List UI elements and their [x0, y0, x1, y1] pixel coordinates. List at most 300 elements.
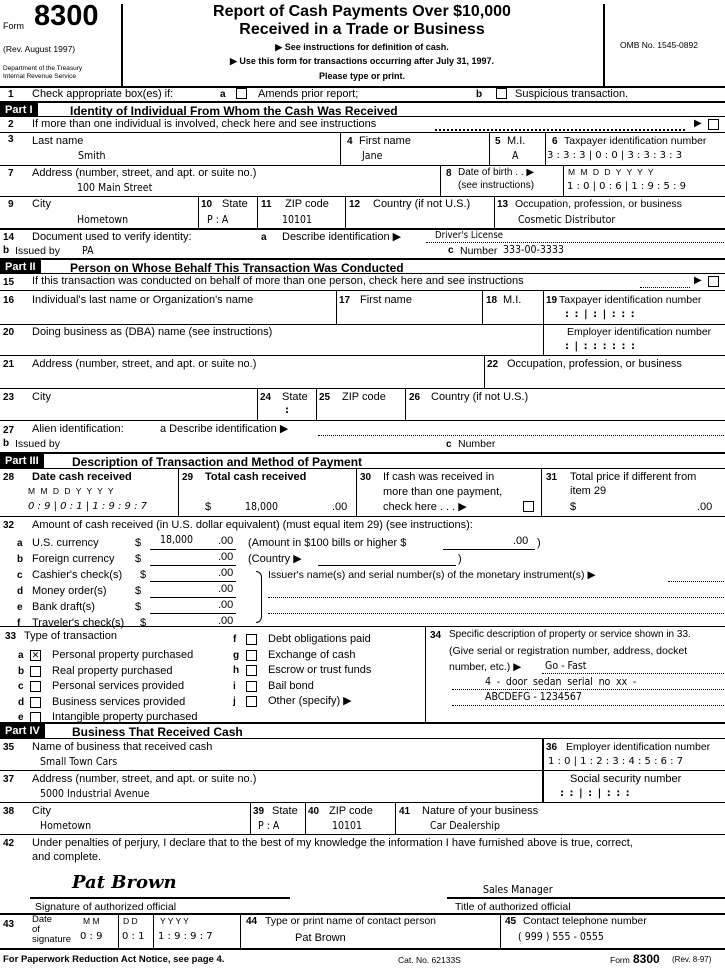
payment-method-label: Foreign currency: [32, 553, 115, 565]
transaction-type-checkbox[interactable]: [246, 650, 257, 661]
form-rule-line: [0, 132, 725, 133]
alien-describe-label: a Describe identification ▶: [160, 423, 289, 435]
first-name-label: First name: [360, 294, 412, 306]
part2-title: Person on Whose Behalf This Transaction Was Conducted: [70, 261, 404, 275]
line-number: 28: [3, 472, 15, 483]
signature[interactable]: Pat Brown: [72, 872, 177, 893]
first-name-label: First name: [359, 135, 411, 147]
form-rule-line: [0, 228, 725, 230]
hundreds-cents: .00: [513, 535, 529, 547]
country-label: (Country ▶: [248, 553, 302, 565]
city-field[interactable]: Hometown: [77, 214, 129, 226]
form-rule-line: [316, 388, 317, 420]
tin-field[interactable]: 3 : 3 : 3 | 0 : 0 | 3 : 3 : 3 : 3: [547, 150, 683, 161]
form-rule-line: [0, 420, 725, 421]
country-label: Country (if not U.S.): [373, 198, 471, 210]
line-number: 1: [8, 89, 14, 100]
catalog-number: Cat. No. 62133S: [398, 955, 461, 965]
payment-method-label: Money order(s): [32, 585, 107, 597]
form-rule-line: [257, 196, 258, 228]
signature-label: Signature of authorized official: [35, 901, 177, 913]
footer-revision: (Rev. 8-97): [672, 955, 712, 964]
line-number: 35: [3, 742, 15, 753]
form-rule-line: [0, 324, 725, 325]
form-rule-line: [0, 468, 725, 469]
dollar-sign: $: [140, 617, 147, 629]
arrow-icon: ▶: [694, 118, 702, 129]
form-rule-line: [0, 165, 725, 166]
form-rule-line: [435, 129, 685, 131]
business-name-field[interactable]: Small Town Cars: [40, 756, 118, 768]
multi-payment-checkbox[interactable]: [523, 501, 534, 512]
transaction-type-checkbox[interactable]: [246, 665, 257, 676]
part1-title: Identity of Individual From Whom the Cash Was Received: [70, 104, 398, 118]
part4-header: [0, 722, 725, 738]
form-rule-line: [240, 914, 241, 948]
description-line-1[interactable]: Go - Fast: [545, 660, 587, 672]
line-number: 42: [3, 838, 15, 849]
day-heads: D D: [123, 916, 138, 926]
form-rule-line: [257, 388, 258, 420]
perjury-statement: Under penalties of perjury, I declare that to the best of my knowledge the information I have furnished above is true, correct,: [32, 837, 633, 849]
line-number: 16: [3, 295, 15, 306]
line-number: 14: [3, 232, 15, 243]
form-rule-line: [545, 132, 546, 165]
transaction-type-label: Debt obligations paid: [268, 633, 371, 645]
form-rule-line: [0, 196, 725, 197]
form-rule-line: [494, 196, 495, 228]
signature-month-field[interactable]: 0 : 9: [80, 931, 103, 942]
id-number-label: Number: [460, 245, 498, 257]
zip-field[interactable]: 10101: [332, 820, 363, 832]
state-label: State: [282, 391, 308, 403]
contact-person-label: Type or print name of contact person: [265, 915, 437, 927]
date-received-heads: M M D D Y Y Y Y: [28, 486, 114, 496]
paperwork-notice: For Paperwork Reduction Act Notice, see page 4.: [3, 954, 225, 965]
ein-label: Employer identification number: [566, 741, 711, 753]
close-paren: ): [458, 553, 462, 565]
row-letter: d: [17, 586, 24, 597]
city-label: City: [32, 198, 51, 210]
line2-label: If more than one individual is involved, check here and see instructions: [32, 118, 377, 130]
transaction-type-checkbox[interactable]: [30, 697, 41, 708]
address-label: Address (number, street, and apt. or suite no.): [32, 167, 257, 179]
description-label-3: number, etc.) ▶: [449, 661, 522, 673]
total-price-label: Total price if different from: [570, 471, 697, 483]
payment-method-label: U.S. currency: [32, 537, 99, 549]
option-letter: h: [233, 665, 240, 676]
ssn-label: Social security number: [570, 773, 682, 785]
line-number: 44: [246, 916, 258, 927]
form-rule-line: [541, 468, 542, 516]
dba-label: Doing business as (DBA) name (see instructions): [32, 326, 273, 338]
describe-id-field[interactable]: Driver's License: [435, 230, 504, 241]
ein-label: Employer identification number: [567, 326, 712, 338]
address-label: Address (number, street, and apt. or suite no.): [32, 773, 257, 785]
line-number: 34: [430, 630, 442, 641]
line-number: 10: [201, 199, 213, 210]
issued-by-label: Issued by: [15, 245, 60, 257]
line-number: 26: [409, 392, 421, 403]
amends-prior-report-checkbox[interactable]: [236, 88, 247, 99]
payment-amount-field[interactable]: 18,000: [160, 534, 194, 546]
line-number: 2: [8, 119, 14, 130]
line-number: 24: [260, 392, 272, 403]
line14c-letter: c: [448, 245, 454, 256]
form-rule-line: [356, 468, 357, 516]
line-number: 15: [3, 277, 15, 288]
cents: .00: [218, 567, 234, 579]
form-rule-line: [250, 802, 251, 834]
row-letter: f: [17, 618, 21, 629]
form-rule-line: [30, 897, 290, 899]
description-line-3[interactable]: ABCDEFG - 1234567: [485, 691, 582, 703]
part1-header: [0, 101, 725, 117]
form-rule-line: [0, 516, 725, 517]
signature-year-field[interactable]: 1 : 9 : 9 : 7: [158, 931, 213, 942]
transaction-type-label: Real property purchased: [52, 664, 173, 677]
contact-person-field[interactable]: Pat Brown: [295, 932, 346, 944]
document-label: Document used to verify identity:: [32, 231, 192, 243]
city-label: City: [32, 391, 51, 403]
option-letter: c: [18, 681, 24, 692]
official-title-field[interactable]: Sales Manager: [483, 884, 553, 896]
suspicious-transaction-label: Suspicious transaction.: [515, 88, 629, 100]
zip-label: ZIP code: [285, 198, 329, 210]
option-letter: g: [233, 649, 240, 661]
footer-form-number: 8300: [633, 952, 660, 966]
city-field[interactable]: Hometown: [40, 820, 92, 832]
line1a-letter: a: [220, 89, 226, 100]
form-rule-line: [542, 673, 724, 674]
form-rule-line: [0, 355, 725, 356]
line-number: 29: [182, 472, 194, 483]
mi-field[interactable]: A: [512, 150, 519, 162]
dollar-sign: $: [135, 585, 142, 597]
tin-label: Taxpayer identification number: [564, 135, 707, 147]
cents: .00: [218, 583, 234, 595]
form-rule-line: [150, 597, 236, 598]
form-rule-line: [640, 287, 690, 288]
state-field[interactable]: P : A: [207, 214, 229, 226]
part3-tag: Part III: [0, 454, 44, 468]
part2-header: [0, 258, 725, 274]
line-number: 13: [497, 199, 509, 210]
form-rule-line: [563, 165, 564, 196]
department: Department of the Treasury: [3, 65, 83, 72]
form-rule-line: [340, 132, 341, 165]
close-paren: ): [537, 537, 541, 549]
transaction-type-label: Personal property purchased: [52, 649, 194, 661]
payment-method-label: Bank draft(s): [32, 601, 95, 613]
dollar-sign: $: [205, 501, 212, 513]
alien-describe-field[interactable]: [318, 435, 724, 436]
transaction-type-checkbox[interactable]: [246, 696, 257, 707]
line15-label: If this transaction was conducted on behalf of more than one person, check here and see instructions: [32, 275, 524, 287]
dob-sub-label: (see instructions): [458, 180, 535, 191]
state-label: State: [272, 805, 298, 817]
occupation-label: Occupation, profession, or business: [515, 198, 682, 210]
occupation-label: Occupation, profession, or business: [507, 358, 682, 370]
form-rule-line: [484, 355, 485, 388]
line-number: 23: [3, 392, 15, 403]
multiple-persons-checkbox[interactable]: [708, 276, 719, 287]
cents: .00: [218, 599, 234, 611]
revision: (Rev. August 1997): [3, 44, 76, 54]
total-cash-label: Total cash received: [205, 471, 307, 483]
form-rule-line: [0, 273, 725, 274]
cents: .00: [218, 535, 234, 547]
part1-tag: Part I: [0, 103, 38, 117]
address-field[interactable]: 100 Main Street: [77, 182, 153, 194]
option-letter: e: [18, 712, 24, 723]
form-rule-line: [0, 626, 725, 627]
country-label: Country (if not U.S.): [431, 391, 529, 403]
ein-field[interactable]: : | : : : : : :: [565, 341, 636, 352]
city-label: City: [32, 805, 51, 817]
contact-phone-field[interactable]: ( 999 ) 555 - 0555: [518, 931, 604, 943]
part3-header: [0, 452, 725, 468]
line-number: 11: [261, 199, 272, 210]
line-number: 12: [349, 199, 361, 210]
arrow-icon: ▶: [694, 275, 702, 286]
alien-issued-by-label: Issued by: [15, 438, 60, 450]
multi-payment-label: If cash was received in: [383, 471, 495, 483]
id-number-field[interactable]: 333-00-3333: [503, 244, 564, 256]
option-letter: b: [18, 665, 25, 677]
form-rule-line: [305, 802, 306, 834]
form-rule-line: [150, 613, 236, 614]
form-rule-line: [198, 196, 199, 228]
form-rule-line: [603, 4, 605, 86]
option-letter: f: [233, 634, 237, 645]
omb-number: OMB No. 1545-0892: [620, 40, 698, 50]
date-of-signature-label-3: signature: [32, 934, 72, 945]
tin-field[interactable]: : : | : | : : :: [565, 309, 635, 320]
transaction-type-checkbox[interactable]: [30, 681, 41, 692]
description-line-2[interactable]: 4 - door sedan serial no xx -: [485, 676, 637, 688]
form-rule-line: [336, 290, 337, 324]
description-label: Specific description of property or service shown in 33.: [449, 629, 691, 640]
line14b-letter: b: [3, 245, 10, 256]
country-field[interactable]: [318, 565, 456, 566]
form-rule-line: [118, 914, 119, 948]
form-rule-line: [452, 705, 724, 706]
form-rule-line: [543, 290, 544, 355]
line-number: 9: [8, 199, 14, 210]
form-rule-line: [150, 581, 236, 582]
line-number: 45: [505, 916, 517, 927]
date-of-signature-label-2: of: [32, 924, 40, 935]
form-rule-line: [489, 132, 490, 165]
dob-column-heads: M M D D Y Y Y Y: [568, 167, 654, 177]
form-word: Form: [3, 21, 24, 31]
form-rule-line: [482, 290, 483, 324]
ssn-field[interactable]: : : | : | : : :: [560, 788, 630, 799]
issued-by-field[interactable]: PA: [82, 245, 94, 257]
form-rule-line: [500, 914, 501, 948]
cents: .00: [218, 551, 234, 563]
option-letter: a: [18, 650, 24, 661]
business-name-label: Name of business that received cash: [32, 741, 213, 753]
multi-payment-label-3: check here . . . ▶: [383, 501, 467, 513]
brace-icon: [256, 571, 262, 623]
total-cash-field[interactable]: 18,000: [245, 501, 279, 513]
org-name-label: Individual's last name or Organization's name: [32, 294, 254, 306]
line-number: 39: [253, 806, 265, 817]
line27c-letter: c: [446, 439, 452, 450]
form-number: 8300: [34, 0, 99, 32]
line-number: 32: [3, 520, 15, 531]
line1b-letter: b: [476, 89, 483, 100]
transaction-type-label: Business services provided: [52, 695, 186, 708]
form-rule-line: [0, 388, 725, 389]
contact-phone-label: Contact telephone number: [523, 915, 647, 927]
dollar-sign: $: [135, 601, 142, 613]
multi-payment-label-2: more than one payment,: [383, 486, 503, 498]
line-number: 43: [3, 919, 15, 930]
line-number: 37: [3, 774, 15, 785]
mi-label: M.I.: [507, 135, 526, 147]
transaction-type-checkbox[interactable]: ✕: [31, 650, 40, 660]
alien-number-label: Number: [458, 438, 496, 450]
dollar-sign: $: [570, 501, 577, 513]
tin-label: Taxpayer identification number: [559, 294, 702, 306]
address-label: Address (number, street, and apt. or suite no.): [32, 358, 257, 370]
issuer-field[interactable]: [668, 581, 724, 582]
instruction-3: Please type or print.: [318, 71, 406, 81]
business-nature-field[interactable]: Car Dealership: [430, 820, 501, 832]
form-rule-line: [150, 549, 236, 550]
agency: Internal Revenue Service: [3, 73, 76, 80]
date-received-field[interactable]: 0 : 9 | 0 : 1 | 1 : 9 : 9 : 7: [28, 501, 147, 512]
state-field[interactable]: P : A: [258, 820, 280, 832]
signature-day-field[interactable]: 0 : 1: [122, 931, 145, 942]
form-rule-line: [0, 290, 725, 291]
row-letter: b: [17, 554, 24, 565]
part2-tag: Part II: [0, 260, 41, 274]
line-number: 17: [339, 295, 351, 306]
line-number: 33: [5, 631, 17, 642]
line-number: 27: [3, 425, 15, 436]
form-rule-line: [153, 914, 154, 948]
line1-label: Check appropriate box(es) if:: [32, 88, 174, 100]
transaction-type-label: Intangible property purchased: [52, 711, 198, 723]
zip-label: ZIP code: [342, 391, 386, 403]
instruction-2: ▶ Use this form for transactions occurring after July 31, 1997.: [229, 56, 494, 66]
zip-field[interactable]: 10101: [282, 214, 313, 226]
form-rule-line: [0, 770, 725, 771]
ein-field[interactable]: 1 : 0 | 1 : 2 : 3 : 4 : 5 : 6 : 7: [548, 756, 684, 767]
option-letter: i: [233, 680, 236, 692]
dob-field[interactable]: 1 : 0 | 0 : 6 | 1 : 9 : 5 : 9: [567, 181, 686, 192]
form-rule-line: [0, 116, 725, 117]
transaction-type-label: Escrow or trust funds: [268, 664, 372, 676]
describe-id-label: Describe identification ▶: [282, 231, 402, 243]
form-rule-line: [405, 388, 406, 420]
address-field[interactable]: 5000 Industrial Avenue: [40, 788, 150, 800]
line-number: 38: [3, 806, 15, 817]
form-rule-line: [0, 802, 725, 803]
option-letter: d: [18, 696, 25, 708]
transaction-type-label: Type of transaction: [24, 630, 117, 642]
line-number: 19: [546, 295, 558, 306]
line-number: 36: [546, 742, 558, 753]
occupation-field[interactable]: Cosmetic Distributor: [518, 214, 616, 226]
form-rule-line: [0, 948, 725, 950]
first-name-field[interactable]: Jane: [362, 150, 383, 162]
line-number: 6: [552, 136, 558, 147]
line-number: 20: [3, 327, 15, 338]
line-number: 25: [319, 392, 331, 403]
issuer-label: Issuer's name(s) and serial number(s) of the monetary instrument(s) ▶: [268, 569, 596, 581]
hundreds-field[interactable]: [443, 549, 535, 550]
transaction-type-label: Exchange of cash: [268, 648, 356, 661]
title-line-1: Report of Cash Payments Over $10,000: [213, 3, 511, 20]
year-heads: Y Y Y Y: [160, 916, 189, 926]
dollar-sign: $: [140, 569, 147, 581]
total-price-label-2: item 29: [570, 485, 607, 497]
line27b-letter: b: [3, 438, 10, 449]
instruction-1: ▶ See instructions for definition of cash.: [275, 42, 449, 52]
line-number: 7: [8, 168, 14, 179]
business-nature-label: Nature of your business: [422, 805, 539, 817]
form-rule-line: [395, 802, 396, 834]
date-of-signature-label: Date: [32, 914, 53, 925]
form-rule-line: [440, 165, 441, 196]
amends-prior-report-label: Amends prior report;: [258, 88, 359, 100]
state-label: State: [222, 198, 248, 210]
payment-method-label: Cashier's check(s): [32, 569, 123, 581]
line-number: 8: [446, 168, 452, 179]
description-label-2: (Give serial or registration number, address, docket: [449, 645, 688, 657]
issuer-field-line3[interactable]: [268, 613, 724, 614]
multiple-individuals-checkbox[interactable]: [708, 119, 719, 130]
line-number: 22: [487, 359, 499, 370]
alien-id-label: Alien identification:: [32, 423, 124, 435]
zip-label: ZIP code: [329, 805, 373, 817]
row-letter: e: [17, 602, 23, 613]
issuer-field-line2[interactable]: [268, 597, 724, 598]
form-rule-line: [452, 689, 724, 690]
title-line-2: Received in a Trade or Business: [239, 21, 485, 38]
line-number: 41: [399, 806, 411, 817]
state-field[interactable]: :: [285, 405, 289, 416]
cents: .00: [332, 501, 348, 513]
form-rule-line: [0, 834, 725, 835]
line-number: 31: [546, 472, 558, 483]
line-number: 21: [3, 359, 15, 370]
line-number: 40: [308, 806, 320, 817]
form-rule-line: [425, 626, 426, 722]
transaction-type-checkbox[interactable]: [30, 666, 41, 677]
transaction-type-checkbox[interactable]: [246, 634, 257, 645]
transaction-type-checkbox[interactable]: [246, 681, 257, 692]
mi-label: M.I.: [503, 294, 522, 306]
dollar-sign: $: [135, 537, 142, 549]
month-heads: M M: [83, 916, 100, 926]
part3-title: Description of Transaction and Method of Payment: [72, 455, 363, 469]
payment-method-label: Traveler's check(s): [32, 617, 125, 629]
part4-tag: Part IV: [0, 724, 45, 738]
row-letter: c: [17, 570, 23, 581]
last-name-field[interactable]: Smith: [78, 150, 106, 162]
last-name-label: Last name: [32, 135, 84, 147]
total-price-field[interactable]: .00: [697, 501, 713, 513]
suspicious-transaction-checkbox[interactable]: [496, 88, 507, 99]
line-number: 4: [347, 136, 353, 147]
line-number: 30: [360, 472, 372, 483]
